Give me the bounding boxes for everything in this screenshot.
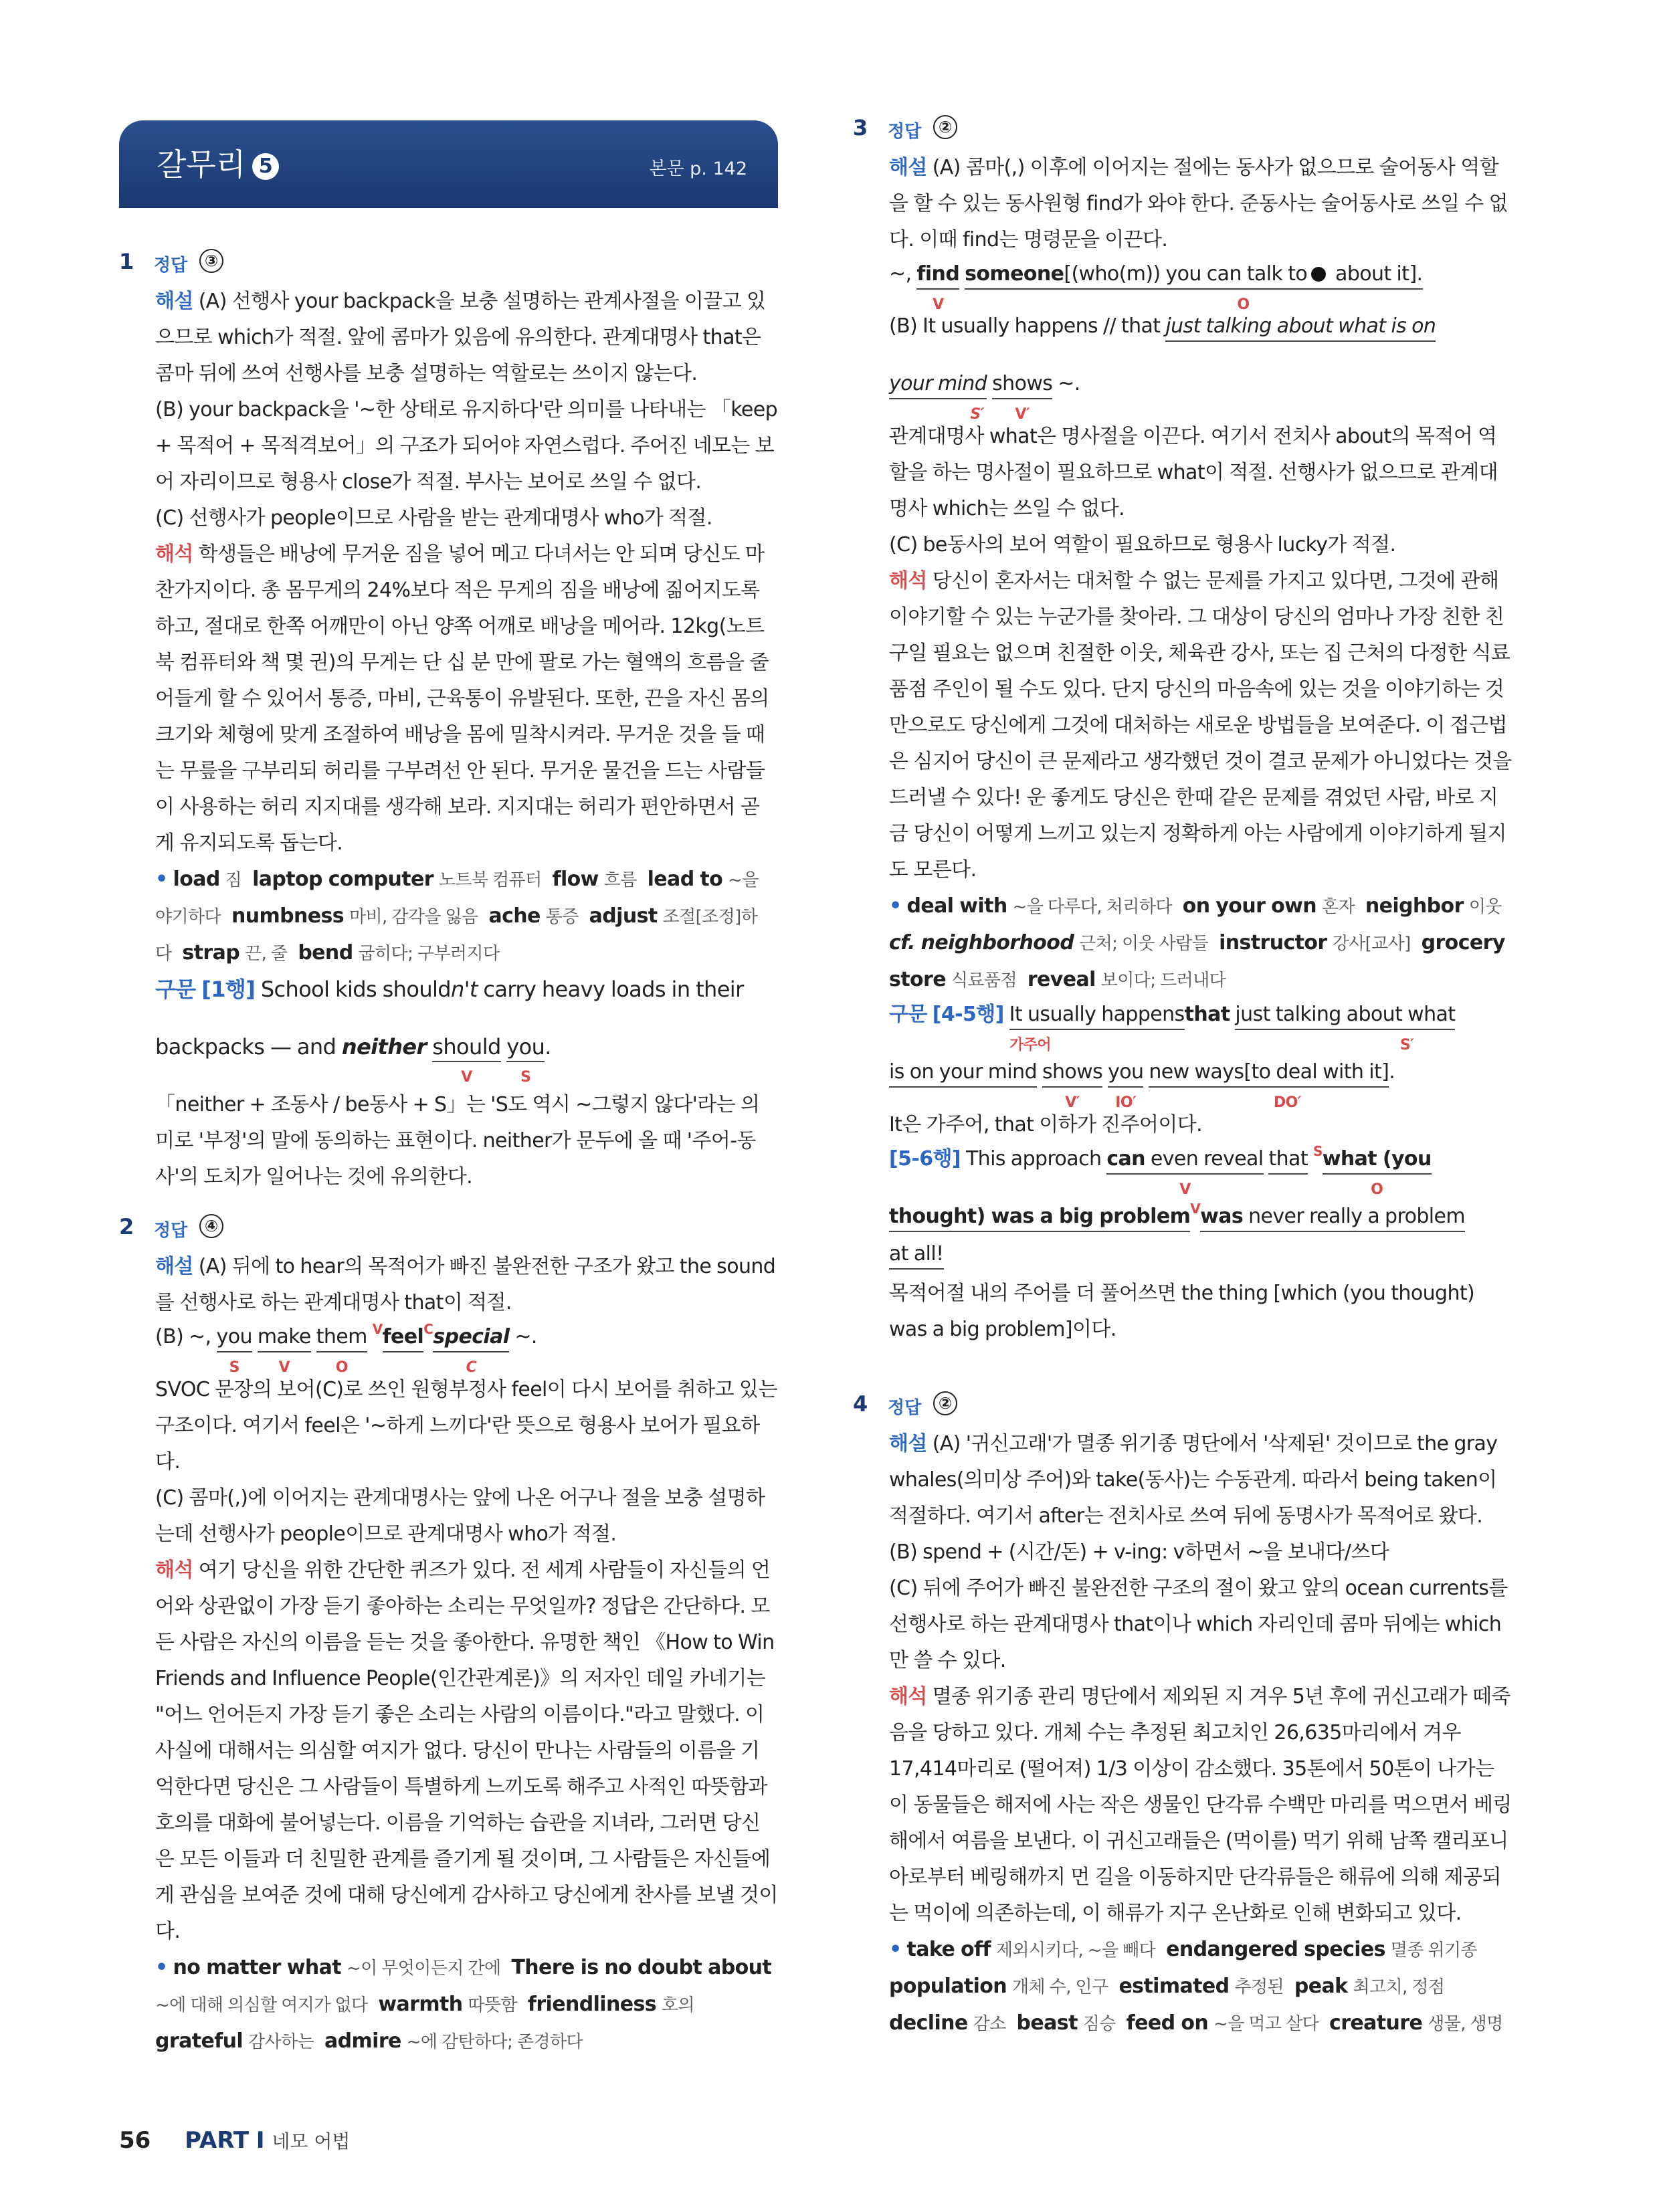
answer-label: 정답 <box>888 122 922 142</box>
structure-1-line-2: is on your mind shows V′ you IO′ new ways[to deal with it] DO′ . <box>889 1056 1512 1094</box>
page-footer <box>119 2127 350 2154</box>
structure-1-note: It은 가주어, that 이하가 진주어이다. <box>889 1113 1203 1136</box>
explain-a: 해설 (A) 선행사 your backpack을 보충 설명하는 관계사절을 이끌고 있으므로 which가 적절. 앞에 콤마가 있음에 유의한다. 관계대명사 that은 콤마 뒤에 쓰여 선행사를 보충 설명하는 역할로는 쓰이지 않는다. <box>155 290 766 385</box>
translation: 해석 당신이 혼자서는 대처할 수 없는 문제를 가지고 있다면, 그것에 관해 이야기할 수 있는 누군가를 찾아라. 그 대상이 당신의 엄마나 가장 친한 친구일 필요는 없으며 친절한 이웃, 체육관 강사, 또는 집 근처의 다정한 식료품점 주인이 될 수도 있다. 단지 당신의 마음속에 있는 것을 이야기하는 것만으로도 당신에게 그것에 대처하는 새로운 방법들을 보여준다. 이 접근법은 심지어 당신이 큰 문제라고 생각했던 것이 결코 문제가 아니었다는 것을 드러낼 수 있다! 운 좋게도 당신은 한때 같은 문제를 겪었던 사람, 바로 지금 당신이 어떻게 느끼고 있는지 정확하게 아는 사람에게 이야기하게 될지도 모른다. <box>889 569 1512 882</box>
page-reference: 본문 p. 142 <box>649 159 747 179</box>
explain-a: 해설 (A) '귀신고래'가 멸종 위기종 명단에서 '삭제된' 것이므로 the gray whales(의미상 주어)와 take(동사)는 수동관계. 따라서 being taken이 적절하다. 여기서 after는 전치사로 쓰여 뒤에 동명사가 목적어로 왔다. <box>889 1432 1498 1528</box>
section-title: 갈무리 5 <box>157 140 279 185</box>
answer-value: ④ <box>199 1214 223 1238</box>
explain-c: (C) 콤마(,)에 이어지는 관계대명사는 앞에 나온 어구나 절을 보충 설명하는데 선행사가 people이므로 관계대명사 who가 적절. <box>155 1486 765 1546</box>
question-number: 3 <box>853 115 868 140</box>
structure-2-line-3: at all! <box>889 1238 1512 1276</box>
vocab-list: • no matter what ~이 무엇이든지 간에 There is no doubt about ~에 대해 의심할 여지가 없다 warmth 따뜻함 friendliness 호의 grateful 감사하는 admire ~에 감탄하다; 존경하다 <box>155 1956 772 2053</box>
answer-label: 정답 <box>154 1221 188 1241</box>
part-label: PART <box>185 2127 250 2154</box>
structure-2-line-2: thought) was a big problem$^V$was never really a problem <box>889 1201 1512 1238</box>
section-header <box>119 120 778 206</box>
vocab-list: • deal with ~을 다루다, 처리하다 on your own 혼자 neighbor 이웃 cf. neighborhood 근처; 이웃 사람들 instructor 강사[교사] grocery store 식료품점 reveal 보이다; 드러내다 <box>889 894 1505 991</box>
header-divider <box>119 206 778 208</box>
vocab-list: • take off 제외시키다, ~을 빼다 endangered species 멸종 위기종 population 개체 수, 인구 estimated 추정된 peak 최고치, 정점 decline 감소 beast 짐승 feed on ~을 먹고 살다 creature 생물, 생명 <box>889 1938 1503 2035</box>
explain-a: 해설 (A) 뒤에 to hear의 목적어가 빠진 불완전한 구조가 왔고 the sound를 선행사로 하는 관계대명사 that이 적절. <box>155 1255 776 1314</box>
structure-note: 「neither + 조동사 / be동사 + S」는 'S도 역시 ~그렇지 않다'라는 의미로 '부정'의 말에 동의하는 표현이다. neither가 문두에 올 때 '주어-동사'의 도치가 일어나는 것에 유의한다. <box>155 1093 760 1189</box>
explain-c: (C) 뒤에 주어가 빠진 불완전한 구조의 절이 왔고 앞의 ocean currents를 선행사로 하는 관계대명사 that이나 which 자리인데 콤마 뒤에는 which만 쓸 수 있다. <box>889 1577 1508 1672</box>
answer-value: ③ <box>199 249 223 273</box>
answer-label: 정답 <box>154 256 188 276</box>
explain-b-example-2: your mind S′ shows V′ ~. <box>889 368 1512 405</box>
answer-value: ② <box>933 115 957 139</box>
structure-line-1: 구문 [1행] School kids shouldn't carry heavy loads in their <box>155 977 744 1002</box>
translation: 해석 학생들은 배낭에 무거운 짐을 넣어 메고 다녀서는 안 되며 당신도 마찬가지이다. 총 몸무게의 24%보다 적은 무게의 짐을 배낭에 짊어지도록 하고, 절대로 한쪽 어깨만이 아닌 양쪽 어깨로 배낭을 메어라. 12kg(노트북 컴퓨터와 책 몇 권)의 무게는 단 십 분 만에 팔로 가는 혈액의 흐름을 줄어들게 할 수 있어서 통증, 마비, 근육통이 유발된다. 또한, 끈을 자신 몸의 크기와 체형에 맞게 조절하여 배낭을 몸에 밀착시켜라. 무거운 것을 들 때는 무릎을 구부리되 허리를 구부려선 안 된다. 무거운 물건을 드는 사람들이 사용하는 허리 지지대를 생각해 보라. 지지대는 허리가 편안하면서 곧게 유지되도록 돕는다. <box>155 542 769 855</box>
answer-label: 정답 <box>888 1398 922 1418</box>
explain-a-example: ~, find V someone[(who(m)) you can talk to O about it]. <box>889 258 1512 296</box>
translation: 해석 멸종 위기종 관리 명단에서 제외된 지 겨우 5년 후에 귀신고래가 떼죽음을 당하고 있다. 개체 수는 추정된 최고치인 26,635마리에서 겨우 17,414마리로 (떨어져) 1/3 이상이 감소했다. 35톤에서 50톤이 나가는 이 동물들은 해저에 사는 작은 생물인 단각류 수백만 마리를 먹으면서 베링해에서 여름을 보낸다. 이 귀신고래들은 (먹이를) 먹기 위해 남쪽 캘리포니아로부터 베링해까지 먼 길을 이동하지만 단각류들은 해류에 의해 제공되는 먹이에 의존하는데, 이 해류가 지구 온난화로 인해 변화되고 있다. <box>889 1685 1512 1925</box>
explain-b: (B) spend + (시간/돈) + v-ing: v하면서 ~을 보내다/쓰다 <box>889 1540 1389 1564</box>
question-1 <box>119 249 778 1195</box>
question-3 <box>853 115 1512 1348</box>
explain-b-example: (B) ~, you S make V them O $^V$feel$^C$special C ~. <box>155 1321 537 1376</box>
section-number-badge: 5 <box>252 153 279 180</box>
explain-b: (B) your backpack을 '~한 상태로 유지하다'란 의미를 나타내는 「keep + 목적어 + 목적격보어」의 구조가 되어야 자연스럽다. 주어진 네모는 보어 자리이므로 형용사 close가 적절. 부사는 보어로 쓰일 수 없다. <box>155 398 778 494</box>
page-number: 56 <box>119 2127 151 2154</box>
question-number: 2 <box>119 1214 134 1239</box>
structure-1-line-1: 구문 [4-5행] It usually happens 가주어 that just talking about what S′ <box>889 999 1512 1036</box>
part-subtitle: 네모 어법 <box>272 2130 351 2152</box>
question-2 <box>119 1214 778 2060</box>
structure-line-2: backpacks — and neither should V you S . <box>155 1034 551 1086</box>
explain-b-note: SVOC 문장의 보어(C)로 쓰인 원형부정사 feel이 다시 보어를 취하고 있는 구조이다. 여기서 feel은 '~하게 느끼다'란 뜻으로 형용사 보어가 필요하다. <box>155 1378 777 1474</box>
explain-b-example: (B) It usually happens // that just talking about what is on <box>889 310 1512 348</box>
blank-dot-icon <box>1311 267 1326 282</box>
explain-c: (C) be동사의 보어 역할이 필요하므로 형용사 lucky가 적절. <box>889 533 1396 557</box>
question-number: 1 <box>119 249 134 274</box>
explain-b-note: 관계대명사 what은 명사절을 이끈다. 여기서 전치사 about의 목적어 역할을 하는 명사절이 필요하므로 what이 적절. 선행사가 없으므로 관계대명사 which는 쓰일 수 없다. <box>889 425 1498 520</box>
structure-2-note: 목적어절 내의 주어를 더 풀어쓰면 the thing [which (you thought) was a big problem]이다. <box>889 1282 1475 1341</box>
structure-2-line-1: [5-6행] This approach can even reveal V that $^S$what (you O <box>889 1143 1432 1198</box>
vocab-list: • load 짐 laptop computer 노트북 컴퓨터 flow 흐름 lead to ~을 야기하다 numbness 마비, 감각을 잃음 ache 통증 adjust 조절[조정]하다 strap 끈, 줄 bend 굽히다; 구부러지다 <box>155 868 759 965</box>
translation: 해석 여기 당신을 위한 간단한 퀴즈가 있다. 전 세계 사람들이 자신들의 언어와 상관없이 가장 듣기 좋아하는 소리는 무엇일까? 정답은 간단하다. 모든 사람은 자신의 이름을 듣는 것을 좋아한다. 유명한 책인 《How to Win Friends and Influence People(인간관계론)》의 저자인 데일 카네기는 "어느 언어든지 가장 듣기 좋은 소리는 사람의 이름이다."라고 말했다. 이 사실에 대해서는 의심할 여지가 없다. 당신이 만나는 사람들의 이름을 기억한다면 당신은 그 사람들이 특별하게 느끼도록 해주고 사적인 따뜻함과 호의를 대화에 불어넣는다. 이름을 기억하는 습관을 지녀라, 그러면 당신은 모든 이들과 더 친밀한 관계를 즐기게 될 것이며, 그 사람들은 자신들에게 관심을 보여준 것에 대해 당신에게 감사하고 당신에게 찬사를 보낼 것이다. <box>155 1559 778 1943</box>
question-number: 4 <box>853 1391 868 1417</box>
part-number: I <box>256 2127 265 2154</box>
answer-value: ② <box>933 1391 957 1415</box>
question-4 <box>853 1391 1512 2042</box>
explain-c: (C) 선행사가 people이므로 사람을 받는 관계대명사 who가 적절. <box>155 506 712 530</box>
explain-a: 해설 (A) 콤마(,) 이후에 이어지는 절에는 동사가 없으므로 술어동사 역할을 할 수 있는 동사원형 find가 와야 한다. 준동사는 술어동사로 쓰일 수 없다. 이때 find는 명령문을 이끈다. <box>889 156 1508 252</box>
